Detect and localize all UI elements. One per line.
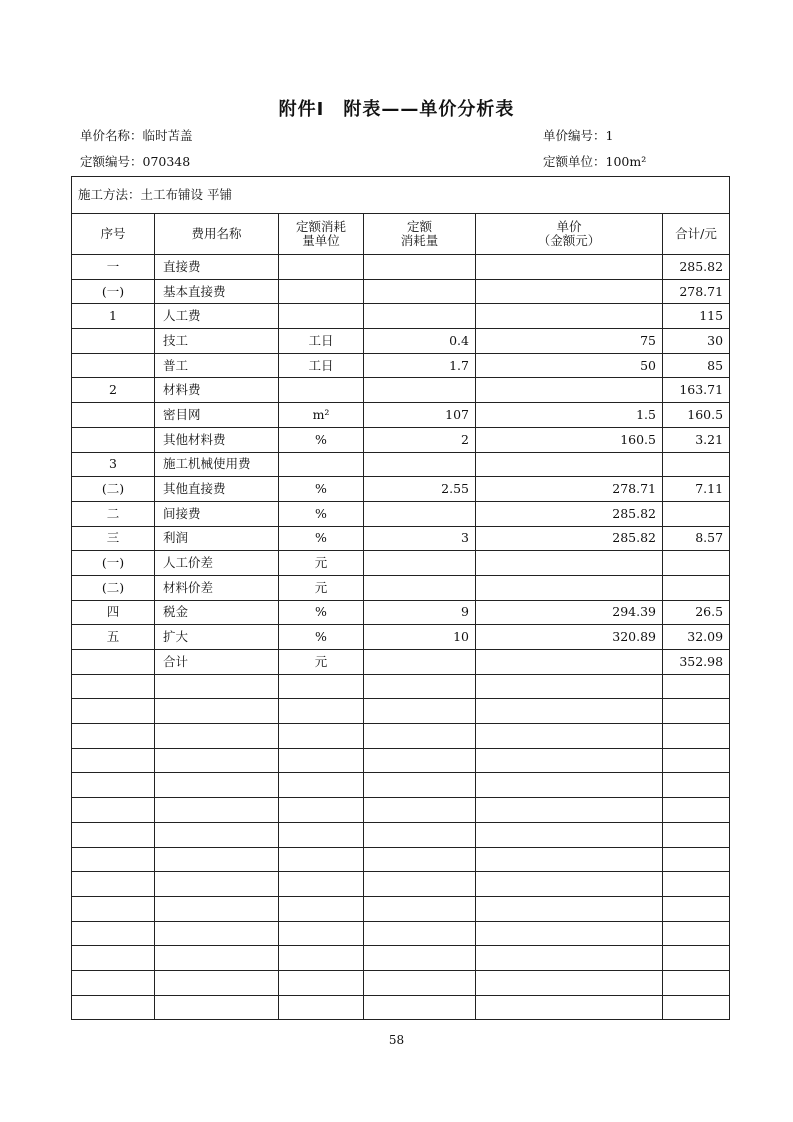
- header-price: 单价 （金额元）: [476, 214, 663, 255]
- cell-quantity: 3: [364, 526, 476, 551]
- table-row: [72, 822, 730, 847]
- cell-seq: [72, 798, 155, 823]
- cell-price: [476, 378, 663, 403]
- cell-unit: [279, 674, 364, 699]
- cell-seq: 五: [72, 625, 155, 650]
- table-row: [72, 501, 730, 526]
- cell-name: [155, 674, 279, 699]
- cell-unit: [279, 921, 364, 946]
- cell-price: [476, 279, 663, 304]
- cell-seq: 四: [72, 600, 155, 625]
- cell-name: 基本直接费: [155, 279, 279, 304]
- cell-unit: [279, 279, 364, 304]
- cell-name: 税金: [155, 600, 279, 625]
- cell-name: 普工: [155, 353, 279, 378]
- cell-total: [663, 501, 730, 526]
- cell-name: [155, 699, 279, 724]
- cell-unit: 元: [279, 650, 364, 675]
- cell-quantity: [364, 378, 476, 403]
- cell-unit: 元: [279, 575, 364, 600]
- cell-price: [476, 773, 663, 798]
- cell-price: [476, 872, 663, 897]
- cell-seq: [72, 896, 155, 921]
- cell-unit: [279, 896, 364, 921]
- header-total: 合计/元: [663, 214, 730, 255]
- table-row: [72, 970, 730, 995]
- cell-unit: [279, 699, 364, 724]
- cell-price: [476, 452, 663, 477]
- cell-seq: [72, 822, 155, 847]
- cell-unit: %: [279, 427, 364, 452]
- cell-name: 合计: [155, 650, 279, 675]
- cell-name: [155, 773, 279, 798]
- cell-price: 294.39: [476, 600, 663, 625]
- cell-unit: %: [279, 600, 364, 625]
- cell-quantity: [364, 773, 476, 798]
- cell-price: [476, 255, 663, 280]
- cell-unit: [279, 304, 364, 329]
- cell-total: 285.82: [663, 255, 730, 280]
- cell-total: 115: [663, 304, 730, 329]
- page-number: 58: [388, 1033, 405, 1047]
- table-row: [72, 872, 730, 897]
- cell-seq: (一): [72, 551, 155, 576]
- cell-name: [155, 970, 279, 995]
- cell-unit: %: [279, 501, 364, 526]
- table-row: [72, 847, 730, 872]
- cell-total: [663, 970, 730, 995]
- table-row: [72, 748, 730, 773]
- cell-price: [476, 724, 663, 749]
- cell-total: 352.98: [663, 650, 730, 675]
- cell-total: [663, 847, 730, 872]
- cell-name: 扩大: [155, 625, 279, 650]
- cell-quantity: [364, 674, 476, 699]
- cell-quantity: [364, 304, 476, 329]
- table-row: [72, 427, 730, 452]
- header-name: 费用名称: [155, 214, 279, 255]
- cell-seq: [72, 724, 155, 749]
- cell-unit: [279, 724, 364, 749]
- cell-quantity: [364, 822, 476, 847]
- cell-quantity: 1.7: [364, 353, 476, 378]
- cell-total: 30: [663, 329, 730, 354]
- cell-unit: [279, 773, 364, 798]
- cell-total: [663, 748, 730, 773]
- cell-price: [476, 674, 663, 699]
- construction-method: 施工方法：土工布铺设 平铺: [72, 177, 730, 214]
- cell-total: 278.71: [663, 279, 730, 304]
- cell-quantity: [364, 255, 476, 280]
- cell-seq: [72, 748, 155, 773]
- cell-seq: [72, 995, 155, 1020]
- cell-total: [663, 921, 730, 946]
- cell-price: [476, 896, 663, 921]
- cell-price: [476, 847, 663, 872]
- cell-price: [476, 822, 663, 847]
- cell-quantity: [364, 946, 476, 971]
- cell-quantity: [364, 575, 476, 600]
- cell-price: 320.89: [476, 625, 663, 650]
- cell-seq: (一): [72, 279, 155, 304]
- cell-total: [663, 773, 730, 798]
- cell-price: 75: [476, 329, 663, 354]
- cell-seq: 2: [72, 378, 155, 403]
- cell-total: [663, 699, 730, 724]
- cell-name: [155, 748, 279, 773]
- table-row: [72, 378, 730, 403]
- header-seq: 序号: [72, 214, 155, 255]
- cell-total: 32.09: [663, 625, 730, 650]
- table-row: [72, 526, 730, 551]
- cell-seq: [72, 872, 155, 897]
- cell-total: [663, 872, 730, 897]
- cell-price: [476, 970, 663, 995]
- cell-total: 26.5: [663, 600, 730, 625]
- cell-name: 间接费: [155, 501, 279, 526]
- table-row: [72, 946, 730, 971]
- cell-seq: 三: [72, 526, 155, 551]
- cell-unit: %: [279, 625, 364, 650]
- cell-price: 1.5: [476, 403, 663, 428]
- cell-seq: (二): [72, 575, 155, 600]
- table-row: [72, 575, 730, 600]
- cell-unit: 工日: [279, 329, 364, 354]
- cell-name: [155, 724, 279, 749]
- cell-name: [155, 946, 279, 971]
- table-row: [72, 625, 730, 650]
- cell-seq: (二): [72, 477, 155, 502]
- cell-seq: [72, 847, 155, 872]
- cell-total: [663, 896, 730, 921]
- cell-quantity: [364, 699, 476, 724]
- table-row: [72, 551, 730, 576]
- cell-quantity: [364, 724, 476, 749]
- cell-seq: [72, 353, 155, 378]
- cell-seq: [72, 921, 155, 946]
- table-row: [72, 724, 730, 749]
- cell-unit: [279, 847, 364, 872]
- cell-price: [476, 946, 663, 971]
- cell-price: [476, 748, 663, 773]
- cell-quantity: 107: [364, 403, 476, 428]
- cell-unit: [279, 255, 364, 280]
- cell-total: [663, 724, 730, 749]
- quota-unit: 定额单位：100m²: [543, 154, 647, 169]
- header-row: [72, 214, 730, 255]
- quota-number: 定额编号：070348: [80, 154, 191, 169]
- cell-seq: 1: [72, 304, 155, 329]
- cell-total: 7.11: [663, 477, 730, 502]
- cell-seq: 3: [72, 452, 155, 477]
- cell-quantity: 2.55: [364, 477, 476, 502]
- cell-name: 技工: [155, 329, 279, 354]
- table-row: [72, 896, 730, 921]
- cell-unit: %: [279, 477, 364, 502]
- cell-price: [476, 304, 663, 329]
- table-row: [72, 921, 730, 946]
- cell-quantity: [364, 279, 476, 304]
- cell-name: 材料价差: [155, 575, 279, 600]
- cell-total: [663, 551, 730, 576]
- cell-price: [476, 921, 663, 946]
- header-quantity: 定额 消耗量: [364, 214, 476, 255]
- cell-unit: [279, 748, 364, 773]
- cell-name: [155, 847, 279, 872]
- cell-quantity: [364, 847, 476, 872]
- cell-seq: [72, 427, 155, 452]
- cell-quantity: [364, 970, 476, 995]
- table-row: [72, 995, 730, 1020]
- cell-seq: [72, 674, 155, 699]
- cell-name: 直接费: [155, 255, 279, 280]
- cell-unit: 工日: [279, 353, 364, 378]
- cell-seq: 二: [72, 501, 155, 526]
- cell-name: [155, 995, 279, 1020]
- cell-seq: [72, 773, 155, 798]
- table-row: [72, 255, 730, 280]
- cell-price: 160.5: [476, 427, 663, 452]
- cell-quantity: [364, 452, 476, 477]
- cell-seq: [72, 403, 155, 428]
- cell-quantity: [364, 896, 476, 921]
- cell-price: 278.71: [476, 477, 663, 502]
- cell-total: 3.21: [663, 427, 730, 452]
- cell-quantity: [364, 921, 476, 946]
- cell-price: 285.82: [476, 501, 663, 526]
- table-row: [72, 798, 730, 823]
- cell-name: 利润: [155, 526, 279, 551]
- page-title: 附件Ⅰ 附表——单价分析表: [278, 99, 515, 120]
- cell-name: 密目网: [155, 403, 279, 428]
- cell-name: [155, 872, 279, 897]
- cell-total: [663, 946, 730, 971]
- cell-unit: [279, 995, 364, 1020]
- cell-name: 人工价差: [155, 551, 279, 576]
- unit-price-analysis-table: [71, 176, 730, 1020]
- cell-name: 施工机械使用费: [155, 452, 279, 477]
- cell-total: [663, 822, 730, 847]
- cell-quantity: [364, 748, 476, 773]
- table-row: [72, 773, 730, 798]
- cell-name: 其他直接费: [155, 477, 279, 502]
- method-row: [72, 177, 730, 214]
- cell-name: [155, 896, 279, 921]
- cell-unit: [279, 378, 364, 403]
- cell-total: 160.5: [663, 403, 730, 428]
- table-row: [72, 304, 730, 329]
- cell-total: 163.71: [663, 378, 730, 403]
- cell-quantity: [364, 872, 476, 897]
- cell-total: [663, 452, 730, 477]
- cell-unit: %: [279, 526, 364, 551]
- cell-price: [476, 699, 663, 724]
- cell-price: 285.82: [476, 526, 663, 551]
- cell-seq: [72, 329, 155, 354]
- cell-unit: [279, 798, 364, 823]
- table-row: [72, 452, 730, 477]
- cell-quantity: [364, 995, 476, 1020]
- table-row: [72, 650, 730, 675]
- cell-name: [155, 798, 279, 823]
- cell-price: [476, 995, 663, 1020]
- table-row: [72, 600, 730, 625]
- cell-quantity: [364, 798, 476, 823]
- table-row: [72, 477, 730, 502]
- table-row: [72, 403, 730, 428]
- cell-unit: m²: [279, 403, 364, 428]
- cell-price: [476, 798, 663, 823]
- cell-unit: [279, 822, 364, 847]
- cell-price: 50: [476, 353, 663, 378]
- cell-quantity: [364, 501, 476, 526]
- cell-quantity: 0.4: [364, 329, 476, 354]
- cell-name: 材料费: [155, 378, 279, 403]
- cell-price: [476, 650, 663, 675]
- cell-seq: [72, 650, 155, 675]
- cell-seq: [72, 970, 155, 995]
- table-row: [72, 353, 730, 378]
- table-row: [72, 279, 730, 304]
- cell-quantity: [364, 650, 476, 675]
- cell-name: 其他材料费: [155, 427, 279, 452]
- cell-total: [663, 995, 730, 1020]
- cell-quantity: 10: [364, 625, 476, 650]
- cell-price: [476, 551, 663, 576]
- cell-quantity: 9: [364, 600, 476, 625]
- cell-unit: 元: [279, 551, 364, 576]
- cell-unit: [279, 970, 364, 995]
- unit-name: 单价名称：临时苫盖: [80, 128, 193, 143]
- cell-quantity: 2: [364, 427, 476, 452]
- cell-unit: [279, 872, 364, 897]
- cell-name: 人工费: [155, 304, 279, 329]
- cell-seq: [72, 699, 155, 724]
- table-row: [72, 699, 730, 724]
- cell-total: 85: [663, 353, 730, 378]
- cell-total: 8.57: [663, 526, 730, 551]
- cell-name: [155, 921, 279, 946]
- header-unit: 定额消耗 量单位: [279, 214, 364, 255]
- cell-seq: [72, 946, 155, 971]
- cell-price: [476, 575, 663, 600]
- cell-unit: [279, 452, 364, 477]
- cell-quantity: [364, 551, 476, 576]
- table-row: [72, 329, 730, 354]
- cell-total: [663, 674, 730, 699]
- cell-seq: 一: [72, 255, 155, 280]
- cell-unit: [279, 946, 364, 971]
- cell-name: [155, 822, 279, 847]
- cell-total: [663, 575, 730, 600]
- table-row: [72, 674, 730, 699]
- unit-number: 单价编号：1: [543, 128, 614, 143]
- cell-total: [663, 798, 730, 823]
